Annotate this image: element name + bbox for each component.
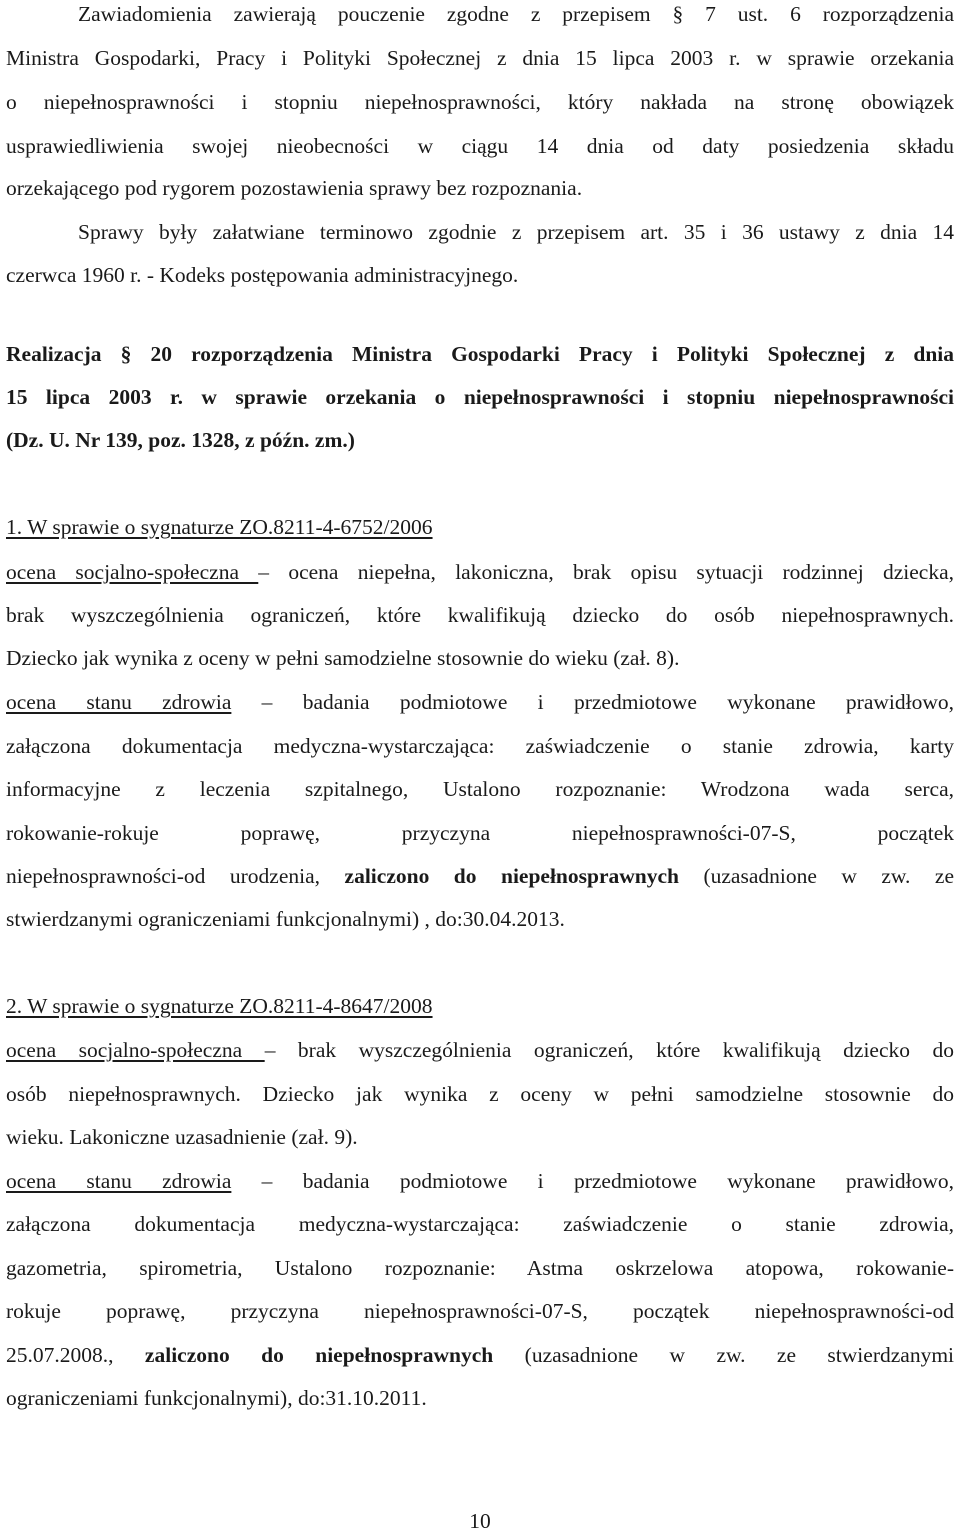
intro-line-3: o niepełnosprawności i stopniu niepełnosprawności, który nakłada na stronę obowiązek	[6, 90, 954, 114]
case-1-justification-text: (uzasadnione w zw. ze	[679, 864, 955, 888]
intro-line-4: usprawiedliwienia swojej nieobecności w ciągu 14 dnia od daty posiedzenia składu	[6, 134, 954, 158]
case-2-title: 2. W sprawie o sygnaturze ZO.8211-4-8647/2008	[6, 994, 433, 1018]
case-1-social-line-2: brak wyszczególnienia ograniczeń, które kwalifikują dziecko do osób niepełnosprawnych.	[6, 603, 954, 627]
heading-line-2: 15 lipca 2003 r. w sprawie orzekania o niepełnosprawności i stopniu niepełnosprawności	[6, 385, 954, 409]
case-2-onset-text: 25.07.2008.,	[6, 1343, 145, 1367]
case-1-health-line-3: informacyjne z leczenia szpitalnego, Ustalono rozpoznanie: Wrodzona wada serca,	[6, 777, 954, 801]
case-1-social-line-1	[6, 550, 954, 594]
case-2-health-line-3: gazometria, spirometria, Ustalono rozpoznanie: Astma oskrzelowa atopowa, rokowanie-	[6, 1256, 954, 1280]
case-1-social-line-3: Dziecko jak wynika z oceny w pełni samodzielne stosownie do wieku (zał. 8).	[6, 646, 680, 670]
case-2-social-line-2: osób niepełnosprawnych. Dziecko jak wynika z oceny w pełni samodzielne stosownie do	[6, 1082, 954, 1106]
health-assessment-label: ocena stanu zdrowia	[6, 1169, 232, 1193]
case-2-health-line-1	[6, 1159, 954, 1203]
case-2-health-line-4: rokuje poprawę, przyczyna niepełnosprawności-07-S, początek niepełnosprawności-od	[6, 1299, 954, 1323]
case-2-social-text: – brak wyszczególnienia ograniczeń, które kwalifikują dziecko do	[264, 1038, 954, 1062]
case-1-health-line-6: stwierdzanymi ograniczeniami funkcjonalnymi) , do:30.04.2013.	[6, 907, 565, 931]
heading-line-1: Realizacja § 20 rozporządzenia Ministra Gospodarki Pracy i Polityki Społecznej z dnia	[6, 342, 954, 366]
case-2-verdict: zaliczono do niepełnosprawnych	[144, 1343, 494, 1367]
case-1-health-line-4: rokowanie-rokuje poprawę, przyczyna niepełnosprawności-07-S, początek	[6, 821, 954, 845]
case-1-health-line-5	[6, 854, 954, 898]
case-1-health-line-2: załączona dokumentacja medyczna-wystarczająca: zaświadczenie o stanie zdrowia, karty	[6, 734, 954, 758]
case-2-social-line-3: wieku. Lakoniczne uzasadnienie (zał. 9).	[6, 1125, 358, 1149]
case-1-health-text: – badania podmiotowe i przedmiotowe wykonane prawidłowo,	[231, 690, 954, 714]
intro-line-2: Ministra Gospodarki, Pracy i Polityki Społecznej z dnia 15 lipca 2003 r. w sprawie orzekania	[6, 46, 954, 70]
case-2-social-line-1	[6, 1028, 954, 1072]
case-1-verdict: zaliczono do niepełnosprawnych	[344, 864, 679, 888]
intro-line-5: orzekającego pod rygorem pozostawienia sprawy bez rozpoznania.	[6, 176, 583, 200]
case-2-health-line-2: załączona dokumentacja medyczna-wystarczająca: zaświadczenie o stanie zdrowia,	[6, 1212, 954, 1236]
intro-line-7: czerwca 1960 r. - Kodeks postępowania administracyjnego.	[6, 263, 519, 287]
intro-line-6: Sprawy były załatwiane terminowo zgodnie z przepisem art. 35 i 36 ustawy z dnia 14	[78, 220, 954, 244]
page-number: 10	[469, 1509, 491, 1533]
case-2-health-text: – badania podmiotowe i przedmiotowe wykonane prawidłowo,	[231, 1169, 954, 1193]
case-2-health-line-5	[6, 1333, 954, 1377]
case-2-health-line-6: ograniczeniami funkcjonalnymi), do:31.10.2011.	[6, 1386, 427, 1410]
social-assessment-label: ocena socjalno-społeczna	[6, 560, 259, 584]
heading-line-3: (Dz. U. Nr 139, poz. 1328, z późn. zm.)	[6, 428, 355, 452]
case-1-onset-text: niepełnosprawności-od urodzenia,	[6, 864, 345, 888]
social-assessment-label: ocena socjalno-społeczna	[6, 1038, 265, 1062]
case-1-health-line-1	[6, 680, 954, 724]
health-assessment-label: ocena stanu zdrowia	[6, 690, 232, 714]
case-1-title: 1. W sprawie o sygnaturze ZO.8211-4-6752/2006	[6, 515, 433, 539]
case-2-justification-text: (uzasadnione w zw. ze stwierdzanymi	[493, 1343, 955, 1367]
case-1-social-text: – ocena niepełna, lakoniczna, brak opisu sytuacji rodzinnej dziecka,	[258, 560, 955, 584]
intro-line-1: Zawiadomienia zawierają pouczenie zgodne z przepisem § 7 ust. 6 rozporządzenia	[78, 2, 954, 26]
